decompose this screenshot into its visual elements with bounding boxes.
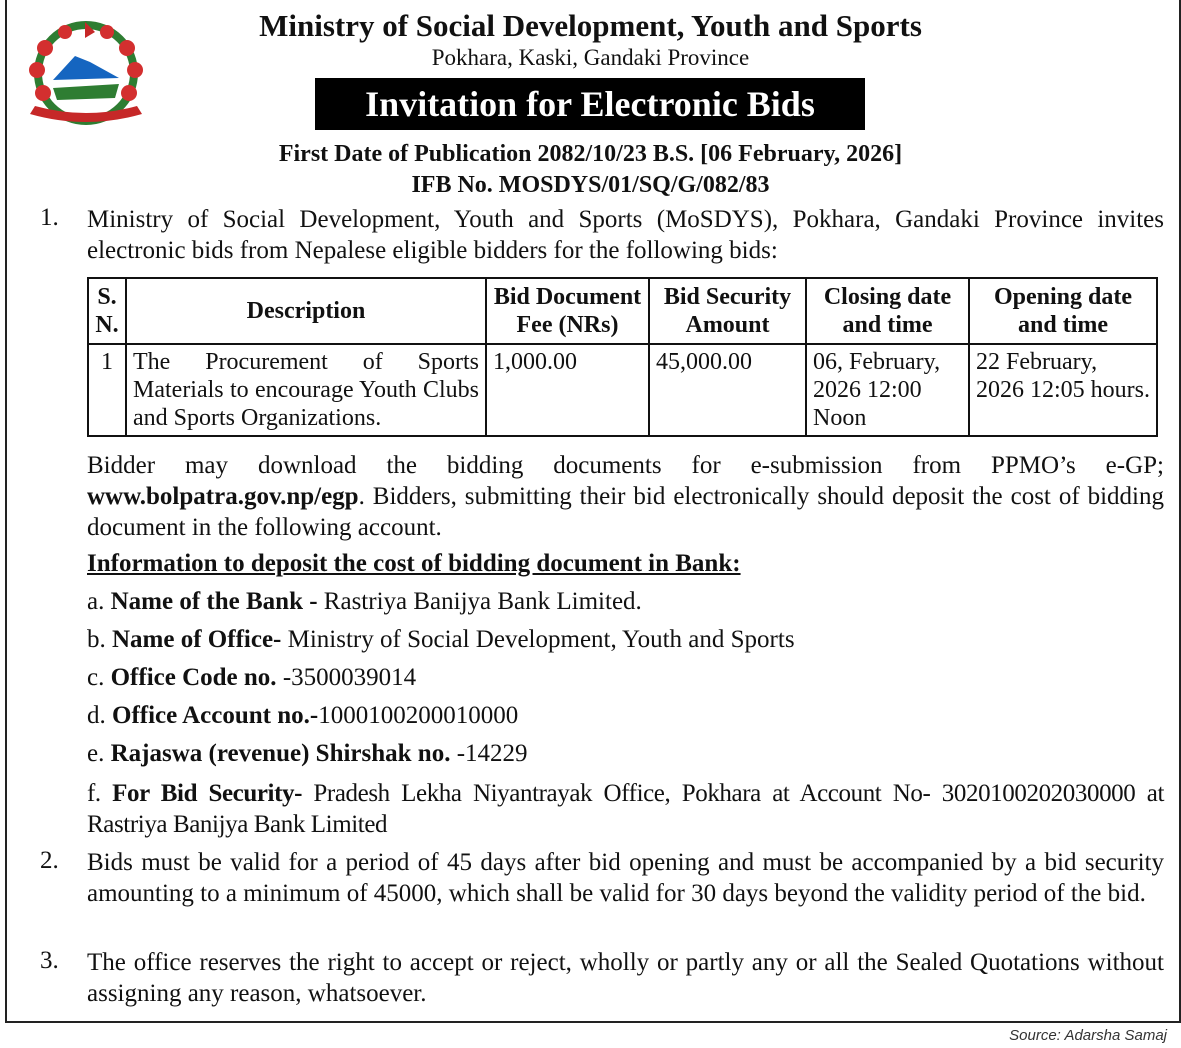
col-security: Bid Security Amount xyxy=(649,278,806,344)
download-paragraph xyxy=(87,450,1164,543)
download-text: Bidder may download the bidding documents for e-submission from PPMO’s e-GP; xyxy=(87,452,1164,479)
col-description: Description xyxy=(126,278,486,344)
bank-item-a: a. Name of the Bank - Rastriya Banijya Bank Limited. xyxy=(87,588,642,615)
bank-item-e: e. Rajaswa (revenue) Shirshak no. -14229 xyxy=(87,740,528,767)
cell-opening: 22 February, 2026 12:05 hours. xyxy=(969,344,1157,436)
bank-heading: Information to deposit the cost of bidding document in Bank: xyxy=(87,550,741,577)
download-text-end: . Bidders, submitting their bid electronically should deposit the cost of bidding document in the following account. xyxy=(87,483,1164,541)
ministry-title: Ministry of Social Development, Youth and Sports xyxy=(259,8,922,43)
cell-sn: 1 xyxy=(88,344,126,436)
bank-item-d: d. Office Account no.-1000100200010000 xyxy=(87,702,519,729)
bid-table xyxy=(87,277,1158,437)
para-3-number: 3. xyxy=(40,947,59,974)
col-opening: Opening date and time xyxy=(969,278,1157,344)
bank-item-c: c. Office Code no. -3500039014 xyxy=(87,664,417,691)
publication-date: First Date of Publication 2082/10/23 B.S. [06 February, 2026] xyxy=(278,141,903,167)
cell-description: The Procurement of Sports Materials to encourage Youth Clubs and Sports Organizations. xyxy=(126,344,486,436)
col-sn: S. N. xyxy=(88,278,126,344)
source-credit: Source: Adarsha Samaj xyxy=(1009,1027,1167,1044)
col-fee: Bid Document Fee (NRs) xyxy=(486,278,649,344)
para-2-number: 2. xyxy=(40,847,59,874)
notice-banner: Invitation for Electronic Bids xyxy=(315,78,865,130)
table-header-row xyxy=(88,278,1157,344)
bank-item-b: b. Name of Office- Ministry of Social Development, Youth and Sports xyxy=(87,626,795,653)
ifb-number: IFB No. MOSDYS/01/SQ/G/082/83 xyxy=(411,172,770,198)
bank-item-f: f. For Bid Security- Pradesh Lekha Niyantrayak Office, Pokhara at Account No- 3020100202030000 at Rastriya Banijya Bank Limited xyxy=(87,780,1164,838)
para-1-text: Ministry of Social Development, Youth and Sports (MoSDYS), Pokhara, Gandaki Province invites electronic bids from Nepalese eligible bidders for the following bids: xyxy=(87,206,1164,264)
cell-fee: 1,000.00 xyxy=(486,344,649,436)
para-1-number: 1. xyxy=(40,204,59,231)
cell-closing: 06, February, 2026 12:00 Noon xyxy=(806,344,969,436)
table-row xyxy=(88,344,1157,436)
col-closing: Closing date and time xyxy=(806,278,969,344)
para-3-text: The office reserves the right to accept or reject, wholly or partly any or all the Sealed Quotations without assigning any reason, whatsoever. xyxy=(87,949,1164,1007)
para-2-text: Bids must be valid for a period of 45 days after bid opening and must be accompanied by a bid security amounting to a minimum of 45000, which shall be valid for 30 days beyond the validity period of the bid. xyxy=(87,849,1164,907)
cell-security: 45,000.00 xyxy=(649,344,806,436)
egp-link[interactable]: www.bolpatra.gov.np/egp xyxy=(87,483,359,510)
ministry-location: Pokhara, Kaski, Gandaki Province xyxy=(431,45,750,70)
